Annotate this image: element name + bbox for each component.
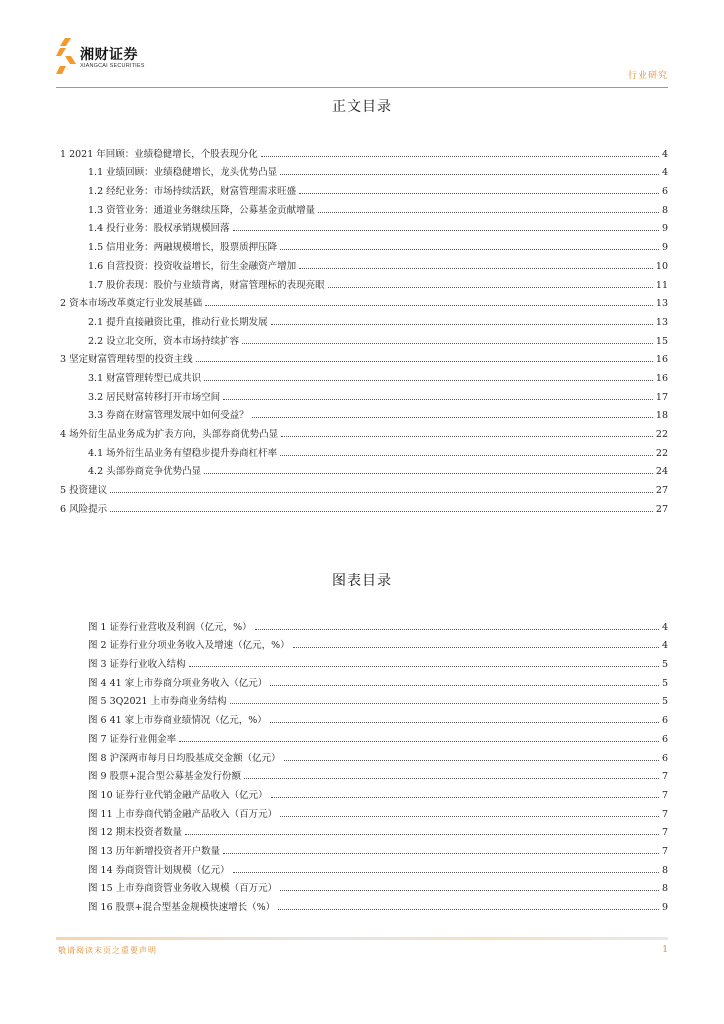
toc-entry-label: 1.3 资管业务：通道业务继续压降，公募基金贡献增量 [88,202,317,216]
figure-entry-page: 7 [661,827,668,839]
figure-entry-page: 5 [661,677,668,689]
figure-entry-page: 7 [661,845,668,857]
figure-entry[interactable] [88,838,668,857]
toc-leader [318,212,659,213]
toc-entry[interactable] [60,403,668,422]
toc-entry-page: 22 [655,447,668,459]
toc-leader [280,249,659,250]
page-number: 1 [662,945,668,955]
figure-leader [179,741,659,742]
figure-entry-page: 5 [661,696,668,708]
toc-entry-label: 3.3 券商在财富管理发展中如何受益？ [88,407,251,421]
toc-leader [223,399,653,400]
figure-entry-page: 7 [661,808,668,820]
toc-entry-page: 4 [661,167,668,179]
figure-leader [278,909,659,910]
toc-entry-page: 27 [655,485,668,497]
toc-entry-label: 4.1 场外衍生品业务有望稳步提升券商杠杆率 [88,445,279,459]
toc-entry-label: 1.5 信用业务：两融规模增长，股票质押压降 [88,239,279,253]
toc-entry[interactable] [60,291,668,310]
logo-mark-icon [56,38,78,74]
figure-leader [280,890,659,891]
disclaimer-note: 敬请阅读末页之重要声明 [58,946,157,955]
toc-entry-label: 3 坚定财富管理转型的投资主线 [60,351,195,365]
figure-leader [255,629,659,630]
figure-leader [185,834,659,835]
figure-entry[interactable] [88,764,668,783]
figure-entry[interactable] [88,801,668,820]
company-logo [56,38,206,78]
figure-entry-page: 5 [661,659,668,671]
figure-entry-label: 图 7 证券行业佣金率 [88,731,178,745]
toc-entry-label: 2.1 提升直接融资比重，推动行业长期发展 [88,314,270,328]
header-divider [56,87,668,88]
figure-entry[interactable] [88,782,668,801]
toc-leader [252,417,653,418]
figure-entry-label: 图 8 沪深两市每月日均股基成交金额（亿元） [88,750,283,764]
figure-entry[interactable] [88,614,668,633]
toc-entry-page: 27 [655,503,668,515]
toc-entry[interactable] [60,384,668,403]
figure-entry-label: 图 5 3Q2021 上市券商业务结构 [88,693,229,707]
toc-entry-label: 1.4 投行业务：股权承销规模回落 [88,220,232,234]
figure-entry-label: 图 6 41 家上市券商业绩情况（亿元，%） [88,712,269,726]
figure-entry[interactable] [88,651,668,670]
figure-entry-label: 图 12 期末投资者数量 [88,824,184,838]
toc-leader [205,305,653,306]
toc-entry-page: 17 [655,391,668,403]
figure-entry[interactable] [88,726,668,745]
toc-entry[interactable] [60,253,668,272]
toc-leader [280,174,659,175]
figure-entry[interactable] [88,876,668,895]
toc-entry-page: 10 [655,260,668,272]
toc-entry-label: 2 资本市场改革奠定行业发展基础 [60,295,204,309]
toc-entry-page: 9 [661,242,668,254]
toc-entry-label: 4 场外衍生品业务成为扩表方向，头部券商优势凸显 [60,426,280,440]
figure-entry-page: 6 [661,733,668,745]
toc-entry-label: 1.2 经纪业务：市场持续活跃，财富管理需求旺盛 [88,183,298,197]
toc-entry-page: 13 [655,316,668,328]
figure-entry-page: 4 [661,621,668,633]
figure-leader [244,778,659,779]
toc-leader [196,361,653,362]
figure-entry-page: 7 [661,789,668,801]
toc-entry[interactable] [60,347,668,366]
toc-entry-label: 5 投资建议 [60,482,109,496]
logo-english-name: XIANGCAI SECURITIES [80,63,145,69]
footer-divider [56,937,668,940]
figure-entry[interactable] [88,857,668,876]
toc-entry[interactable] [60,160,668,179]
toc-entry-label: 3.1 财富管理转型已成共识 [88,370,203,384]
toc-entry-page: 16 [655,354,668,366]
figure-leader [284,760,659,761]
toc-entry[interactable] [60,272,668,291]
toc-entry[interactable] [60,365,668,384]
toc-leader [261,156,659,157]
figure-entry[interactable] [88,745,668,764]
toc-leader [328,287,653,288]
toc-leader [204,473,653,474]
toc-entry-label: 2.2 设立北交所，资本市场持续扩容 [88,333,241,347]
toc-entry-page: 18 [655,410,668,422]
toc-entry-label: 1 2021 年回顾：业绩稳健增长，个股表现分化 [60,146,260,160]
figure-leader [233,872,659,873]
figure-entry-page: 9 [661,902,668,913]
figure-entry[interactable] [88,820,668,839]
toc-entry-page: 11 [655,279,668,291]
figure-leader [280,816,659,817]
toc-entry[interactable] [60,216,668,235]
toc-entry[interactable] [60,496,668,515]
figure-entry[interactable] [88,670,668,689]
toc-entry[interactable] [60,197,668,216]
figure-entry-page: 6 [661,752,668,764]
toc-entry[interactable] [60,477,668,496]
figure-list [88,614,668,913]
toc-entry-page: 13 [655,298,668,310]
toc-entry-page: 15 [655,335,668,347]
figure-entry-label: 图 1 证券行业营收及利润（亿元，%） [88,619,254,633]
toc-entry-label: 1.7 股价表现：股价与业绩背离，财富管理标的表现亮眼 [88,277,327,291]
toc-entry-label: 4.2 头部券商竞争优势凸显 [88,463,203,477]
figure-leader [223,853,659,854]
toc-entry-page: 24 [655,466,668,478]
toc-entry[interactable] [60,440,668,459]
figure-entry[interactable] [88,689,668,708]
toc-entry-page: 6 [661,186,668,198]
figure-entry-label: 图 14 券商资管计划规模（亿元） [88,862,232,876]
figure-entry-page: 8 [661,864,668,876]
toc-entry[interactable] [60,328,668,347]
figure-entry-label: 图 9 股票+混合型公募基金发行份额 [88,768,243,782]
toc-leader [242,343,653,344]
figure-entry-label: 图 16 股票+混合型基金规模快速增长（%） [88,899,277,913]
toc-title: 正文目录 [332,99,392,115]
toc-entry-label: 1.1 业绩回顾：业绩稳健增长，龙头优势凸显 [88,164,279,178]
figure-entry-label: 图 3 证券行业收入结构 [88,656,188,670]
toc-entry-page: 16 [655,372,668,384]
figure-entry-page: 8 [661,883,668,895]
toc-entry[interactable] [60,421,668,440]
toc-entry-page: 22 [655,429,668,440]
toc-entry-page: 9 [661,223,668,235]
toc-entry[interactable] [60,234,668,253]
figure-leader [270,722,659,723]
figure-entry[interactable] [88,707,668,726]
figure-entry[interactable] [88,633,668,652]
toc-leader [280,455,653,456]
toc-leader [233,230,659,231]
figure-entry-label: 图 15 上市券商资管业务收入规模（百万元） [88,880,279,894]
figure-entry-label: 图 13 历年新增投资者开户数量 [88,843,222,857]
report-category: 行业研究 [627,71,668,81]
logo-chinese-name: 湘财证券 [80,47,138,63]
toc-entry-label: 3.2 居民财富转移打开市场空间 [88,389,222,403]
toc-leader [299,193,659,194]
toc-entry[interactable] [60,309,668,328]
toc-entry[interactable] [60,178,668,197]
figure-entry-label: 图 4 41 家上市券商分项业务收入（亿元） [88,675,269,689]
toc-leader [271,324,653,325]
figure-entry-page: 7 [661,771,668,783]
toc-entry-page: 4 [661,148,668,160]
page-header [0,0,724,100]
figure-leader [270,685,659,686]
toc-entry[interactable] [60,141,668,160]
figure-leader [230,703,659,704]
figure-entry[interactable] [88,894,668,913]
figures-title: 图表目录 [332,573,392,589]
figure-entry-label: 图 11 上市券商代销金融产品收入（百万元） [88,806,279,820]
toc-list [60,141,668,515]
toc-leader [204,380,653,381]
toc-leader [110,511,653,512]
figure-entry-label: 图 10 证券行业代销金融产品收入（亿元） [88,787,270,801]
toc-entry-label: 6 风险提示 [60,501,109,515]
figure-leader [293,647,659,648]
figure-entry-page: 6 [661,715,668,727]
figure-leader [189,666,659,667]
figure-leader [271,797,659,798]
figure-entry-label: 图 2 证券行业分项业务收入及增速（亿元，%） [88,637,292,651]
toc-leader [299,268,653,269]
toc-entry-page: 8 [661,204,668,216]
toc-leader [110,492,653,493]
toc-entry[interactable] [60,459,668,478]
toc-entry-label: 1.6 自营投资：投资收益增长，衍生金融资产增加 [88,258,298,272]
toc-leader [281,436,653,437]
figure-entry-page: 4 [661,640,668,652]
